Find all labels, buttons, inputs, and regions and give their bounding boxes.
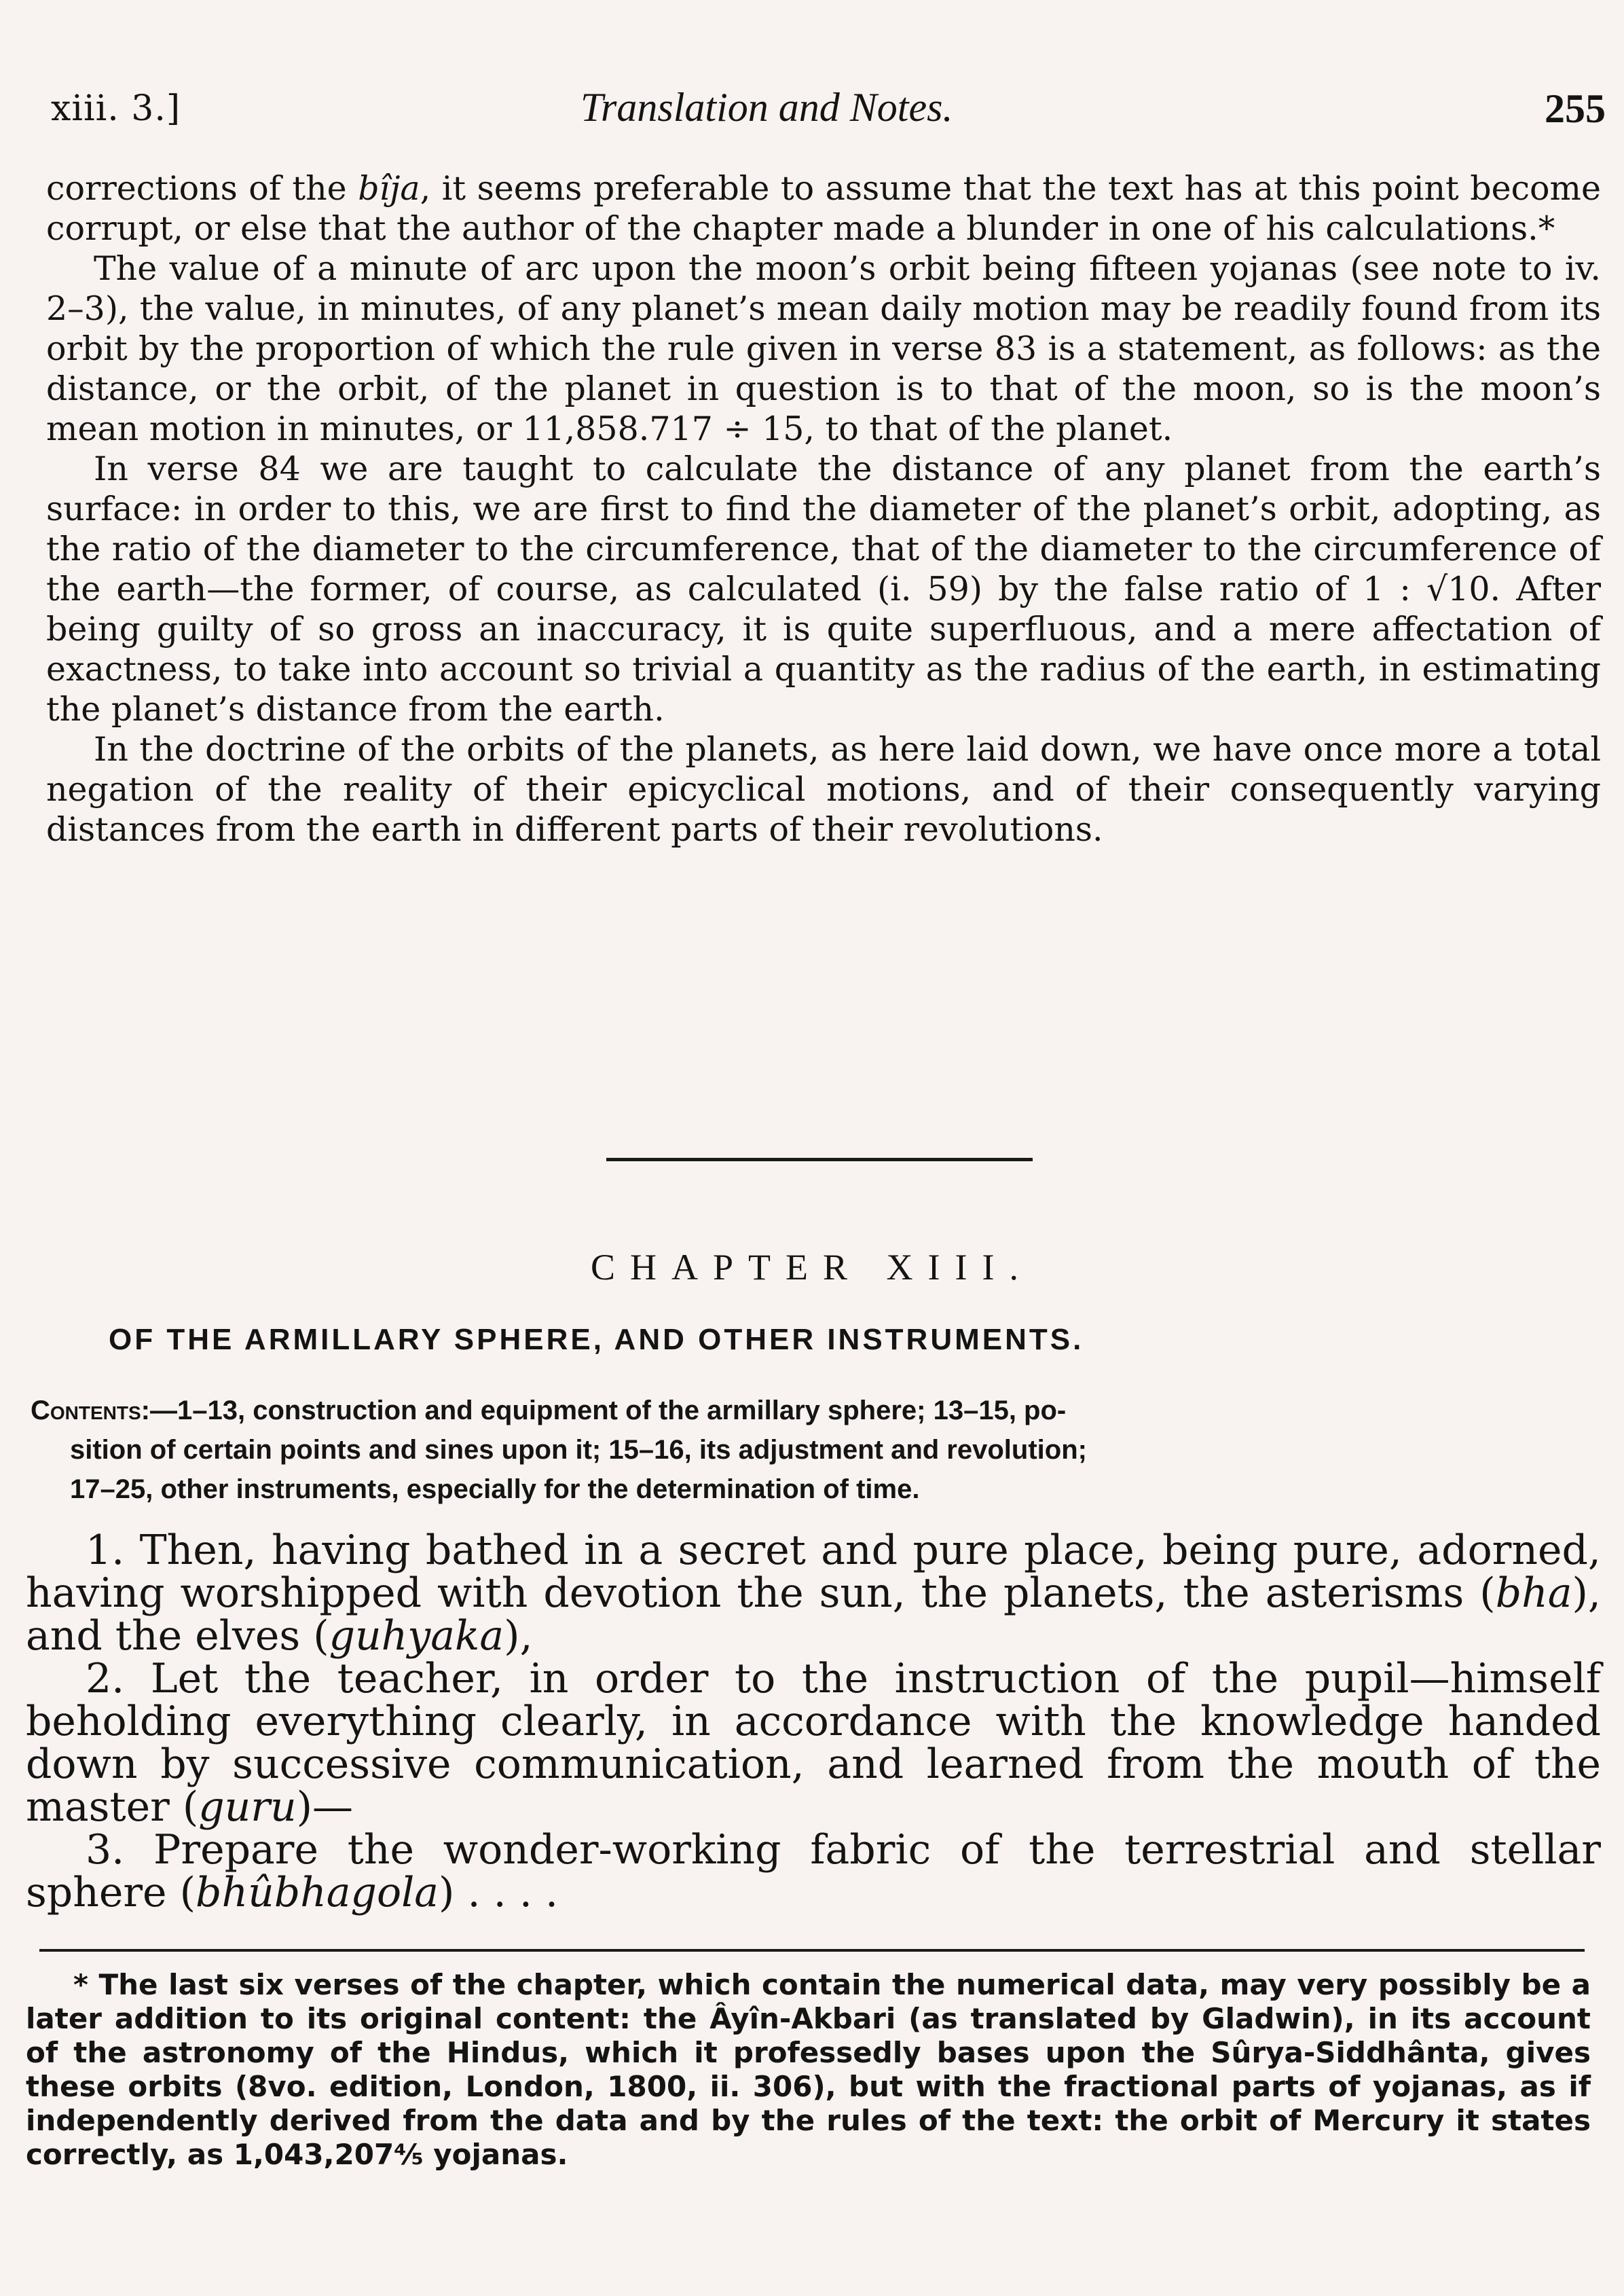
notes-p1-text-b: , it seems preferable to assume that the text has at this point become corrupt, or else that the author of the chapter made a blunder in one of his calculations.*	[46, 169, 1601, 248]
verse-1-term-1: bha	[1495, 1569, 1572, 1617]
verse-1-text-a: 1. Then, having bathed in a secret and pure place, being pure, adorned, having worshipped with devotion the sun, the planets, the asterisms (	[26, 1527, 1601, 1617]
contents-line-1	[31, 1391, 1595, 1430]
notes-paragraph-2: The value of a minute of arc upon the moon’s orbit being fifteen yojanas (see note to iv. 2–3), the value, in minutes, of any planet’s mean daily motion may be readily found from its orbit by the proportion of which the rule given in verse 83 is a statement, as follows: as the distance, or the orbit, of the planet in question is to that of the moon, so is the moon’s mean motion in minutes, or 11,858.717 ÷ 15, to that of the planet.	[46, 249, 1601, 448]
verse-3-term: bhûbhagola	[196, 1869, 439, 1916]
notes-paragraph-1	[46, 168, 1601, 249]
chapter-subtitle: OF THE ARMILLARY SPHERE, AND OTHER INSTRUMENTS.	[109, 1323, 1084, 1356]
footnote	[26, 1968, 1591, 2172]
verses-body	[26, 1529, 1601, 1914]
contents-label: Contents:	[31, 1396, 150, 1425]
verse-1-term-2: guhyaka	[329, 1612, 504, 1660]
verse-3-text-b: ) . . . .	[439, 1869, 559, 1916]
verse-1-text-b: ), and the elves (	[26, 1569, 1601, 1660]
contents-line-1-text: —1–13, construction and equipment of the armillary sphere; 13–15, po-	[150, 1396, 1067, 1425]
notes-body	[46, 168, 1601, 850]
verse-3	[26, 1826, 1601, 1916]
verse-2-term: guru	[198, 1783, 297, 1831]
verse-3-text-a: 3. Prepare the wonder-working fabric of the terrestrial and stellar sphere (	[26, 1826, 1601, 1916]
running-head	[51, 81, 1606, 143]
section-reference: xiii. 3.]	[51, 88, 181, 129]
verse-1-text-c: ),	[504, 1612, 533, 1660]
verse-1	[26, 1529, 1601, 1658]
page-number: 255	[1545, 86, 1606, 131]
notes-paragraph-3: In verse 84 we are taught to calculate the distance of any planet from the earth’s surface: in order to this, we are first to find the diameter of the planet’s orbit, adopting, as the ratio of the diameter to the circumference, that of the diameter to the circumference of the earth—the former, of course, as calculated (i. 59) by the false ratio of 1 : √10. After being guilty of so gross an inaccuracy, it is quite superfluous, and a mere affectation of exactness, to take into account so trivial a quantity as the radius of the earth, in estimating the planet’s distance from the earth.	[46, 450, 1601, 729]
notes-p1-text-a: corrections of the	[46, 169, 358, 208]
contents-line-2: sition of certain points and sines upon it; 15–16, its adjustment and revolution;	[70, 1435, 1087, 1465]
footnote-text: * The last six verses of the chapter, which contain the numerical data, may very possibly be a later addition to its original content: the Âyîn-Akbari (as translated by Gladwin), in its account of the astronomy of the Hindus, which it professedly bases upon the Sûrya-Siddhânta, gives these orbits (8vo. edition, London, 1800, ii. 306), but with the fractional parts of yojanas, as if independently derived from the data and by the rules of the text: the orbit of Mercury it states correctly, as 1,043,207⅘ yojanas.	[26, 1968, 1591, 2171]
contents-line-3: 17–25, other instruments, especially for the determination of time.	[70, 1474, 920, 1504]
running-title: Translation and Notes.	[580, 85, 953, 130]
verse-2	[26, 1655, 1601, 1831]
verse-2-text-a: 2. Let the teacher, in order to the instruction of the pupil—himself beholding everything clearly, in accordance with the knowledge handed down by successive communication, and learned from the mouth of the master (	[26, 1655, 1601, 1831]
section-divider	[606, 1158, 1033, 1161]
chapter-title: CHAPTER XIII.	[591, 1247, 1033, 1288]
chapter-contents	[31, 1391, 1595, 1509]
footnote-divider	[39, 1949, 1585, 1952]
verse-2-text-b: )—	[296, 1783, 354, 1831]
notes-p1-term: bîja	[358, 169, 420, 208]
notes-paragraph-4: In the doctrine of the orbits of the planets, as here laid down, we have once more a total negation of the reality of their epicyclical motions, and of their consequently varying distances from the earth in different parts of their revolutions.	[46, 730, 1601, 849]
